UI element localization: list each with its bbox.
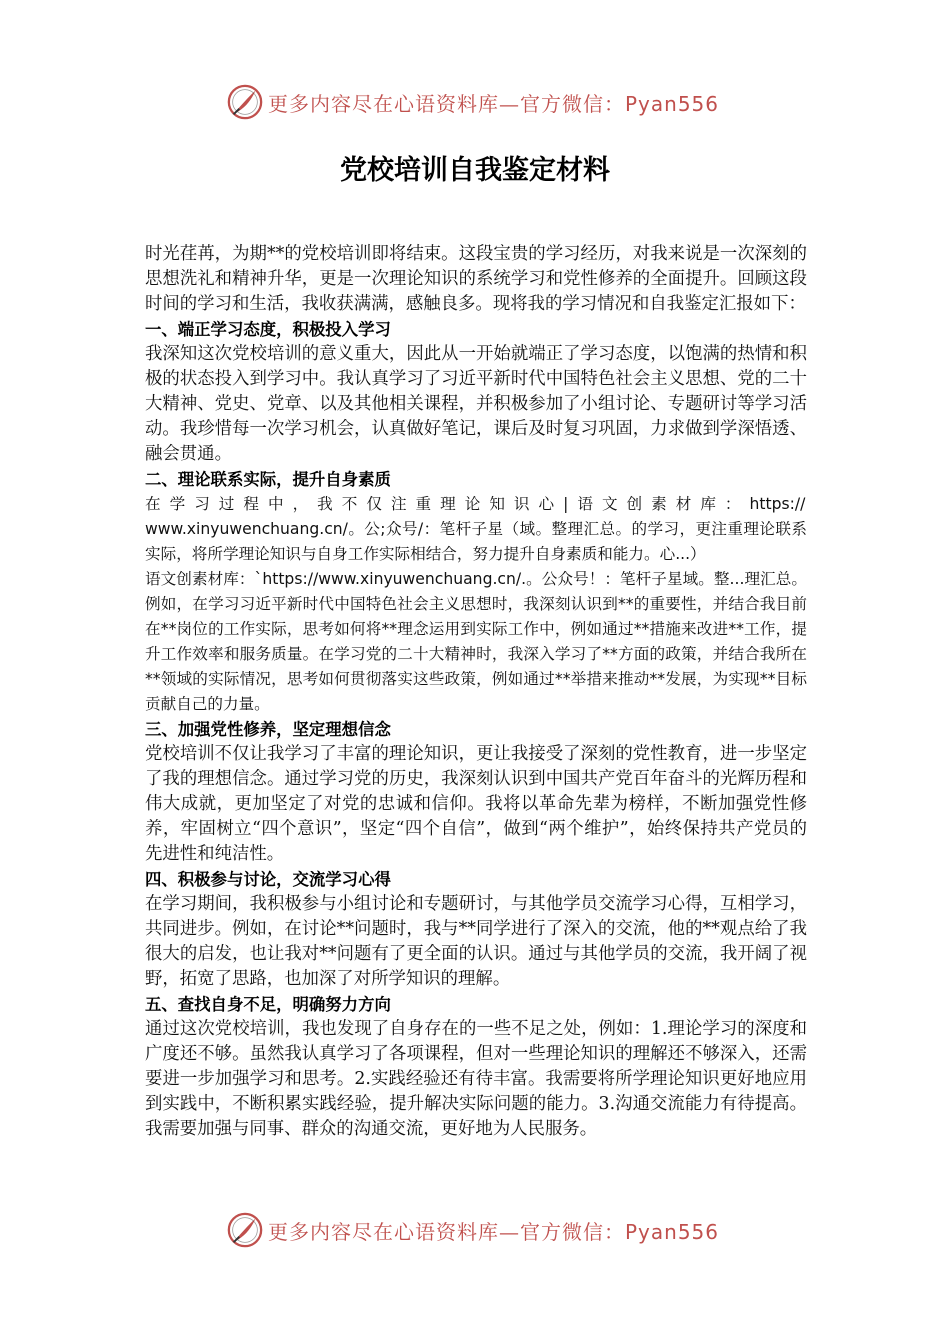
section-1-body: 我深知这次党校培训的意义重大，因此从一开始就端正了学习态度，以饱满的热情和积极的状态投入到学习中。我认真学习了习近平新时代中国特色社会主义思想、党的二十大精神、党史、党章、以及其他相关课程，并积极参加了小组讨论、专题研讨等学习活动。我珍惜每一次学习机会，认真做好笔记，课后及时复习巩固，力求做到学深悟透、融会贯通。 — [145, 344, 807, 464]
banner-wechat-id: Pyan556 — [625, 1219, 720, 1244]
banner-label: 更多内容尽在心语资料库—官方微信： — [268, 1219, 625, 1244]
section-2-line1-text: 在学习过程中，我不仅注重理论知识心|语文创素材库： — [145, 495, 750, 513]
banner-label: 更多内容尽在心语资料库—官方微信： — [268, 91, 625, 116]
section-5-body: 通过这次党校培训，我也发现了自身存在的一些不足之处，例如：1.理论学习的深度和广度还不够。虽然我认真学习了各项课程，但对一些理论知识的理解还不够深入，还需要进一步加强学习和思考。2.实践经验还有待丰富。我需要将所学理论知识更好地应用到实践中，不断积累实践经验，提升解决实际问题的能力。3.沟通交流能力有待提高。我需要加强与同事、群众的沟通交流，更好地为人民服务。 — [145, 1019, 807, 1139]
document-body — [145, 242, 807, 1142]
header-banner — [226, 80, 746, 124]
section-1-heading: 一、端正学习态度，积极投入学习 — [145, 320, 391, 339]
section-2-line1-url: https:// — [749, 495, 806, 513]
intro-paragraph: 时光荏苒，为期**的党校培训即将结束。这段宝贵的学习经历，对我来说是一次深刻的思想洗礼和精神升华，更是一次理论知识的系统学习和党性修养的全面提升。回顾这段时间的学习和生活，我收获满满，感触良多。现将我的学习情况和自我鉴定汇报如下： — [145, 244, 807, 314]
document-title: 党校培训自我鉴定材料 — [340, 155, 610, 186]
footer-banner — [226, 1208, 746, 1252]
section-3-heading: 三、加强党性修养，坚定理想信念 — [145, 720, 391, 739]
banner-text — [268, 1216, 719, 1245]
section-4-body: 在学习期间，我积极参与小组讨论和专题研讨，与其他学员交流学习心得，互相学习，共同进步。例如，在讨论**问题时，我与**同学进行了深入的交流，他的**观点给了我很大的启发，也让我对**问题有了更全面的认识。通过与其他学员的交流，我开阔了视野，拓宽了思路，也加深了对所学知识的理解。 — [145, 894, 807, 989]
banner-wechat-id: Pyan556 — [625, 91, 720, 116]
quill-logo-icon — [226, 83, 264, 121]
section-2-heading: 二、理论联系实际，提升自身素质 — [145, 470, 391, 489]
quill-logo-icon — [226, 1211, 264, 1249]
section-2-line1 — [145, 492, 807, 517]
section-2-line2: www.xinyuwenchuang.cn/。公;众号/：笔杆子星（域。整理汇总。的学习，更注重理论联系实际，将所学理论知识与自身工作实际相结合，努力提升自身素质和能力。心...） — [145, 520, 807, 563]
section-3-body: 党校培训不仅让我学习了丰富的理论知识，更让我接受了深刻的党性教育，进一步坚定了我的理想信念。通过学习党的历史，我深刻认识到中国共产党百年奋斗的光辉历程和伟大成就，更加坚定了对党的忠诚和信仰。我将以革命先辈为榜样，不断加强党性修养，牢固树立“四个意识”，坚定“四个自信”，做到“两个维护”，始终保持共产党员的先进性和纯洁性。 — [145, 744, 807, 864]
section-5-heading: 五、查找自身不足，明确努力方向 — [145, 995, 391, 1014]
section-4-heading: 四、积极参与讨论，交流学习心得 — [145, 870, 391, 889]
section-2-line3: 语文创素材库：`https://www.xinyuwenchuang.cn/.。公众号！：笔杆子星域。整...理汇总。例如，在学习习近平新时代中国特色社会主义思想时，我深刻认识到**的重要性，并结合我目前在**岗位的工作实际，思考如何将**理念运用到实际工作中，例如通过**措施来改进**工作，提升工作效率和服务质量。在学习党的二十大精神时，我深入学习了**方面的政策，并结合我所在**领域的实际情况，思考如何贯彻落实这些政策，例如通过**举措来推动**发展，为实现**目标贡献自己的力量。 — [145, 570, 807, 713]
banner-text — [268, 88, 719, 117]
